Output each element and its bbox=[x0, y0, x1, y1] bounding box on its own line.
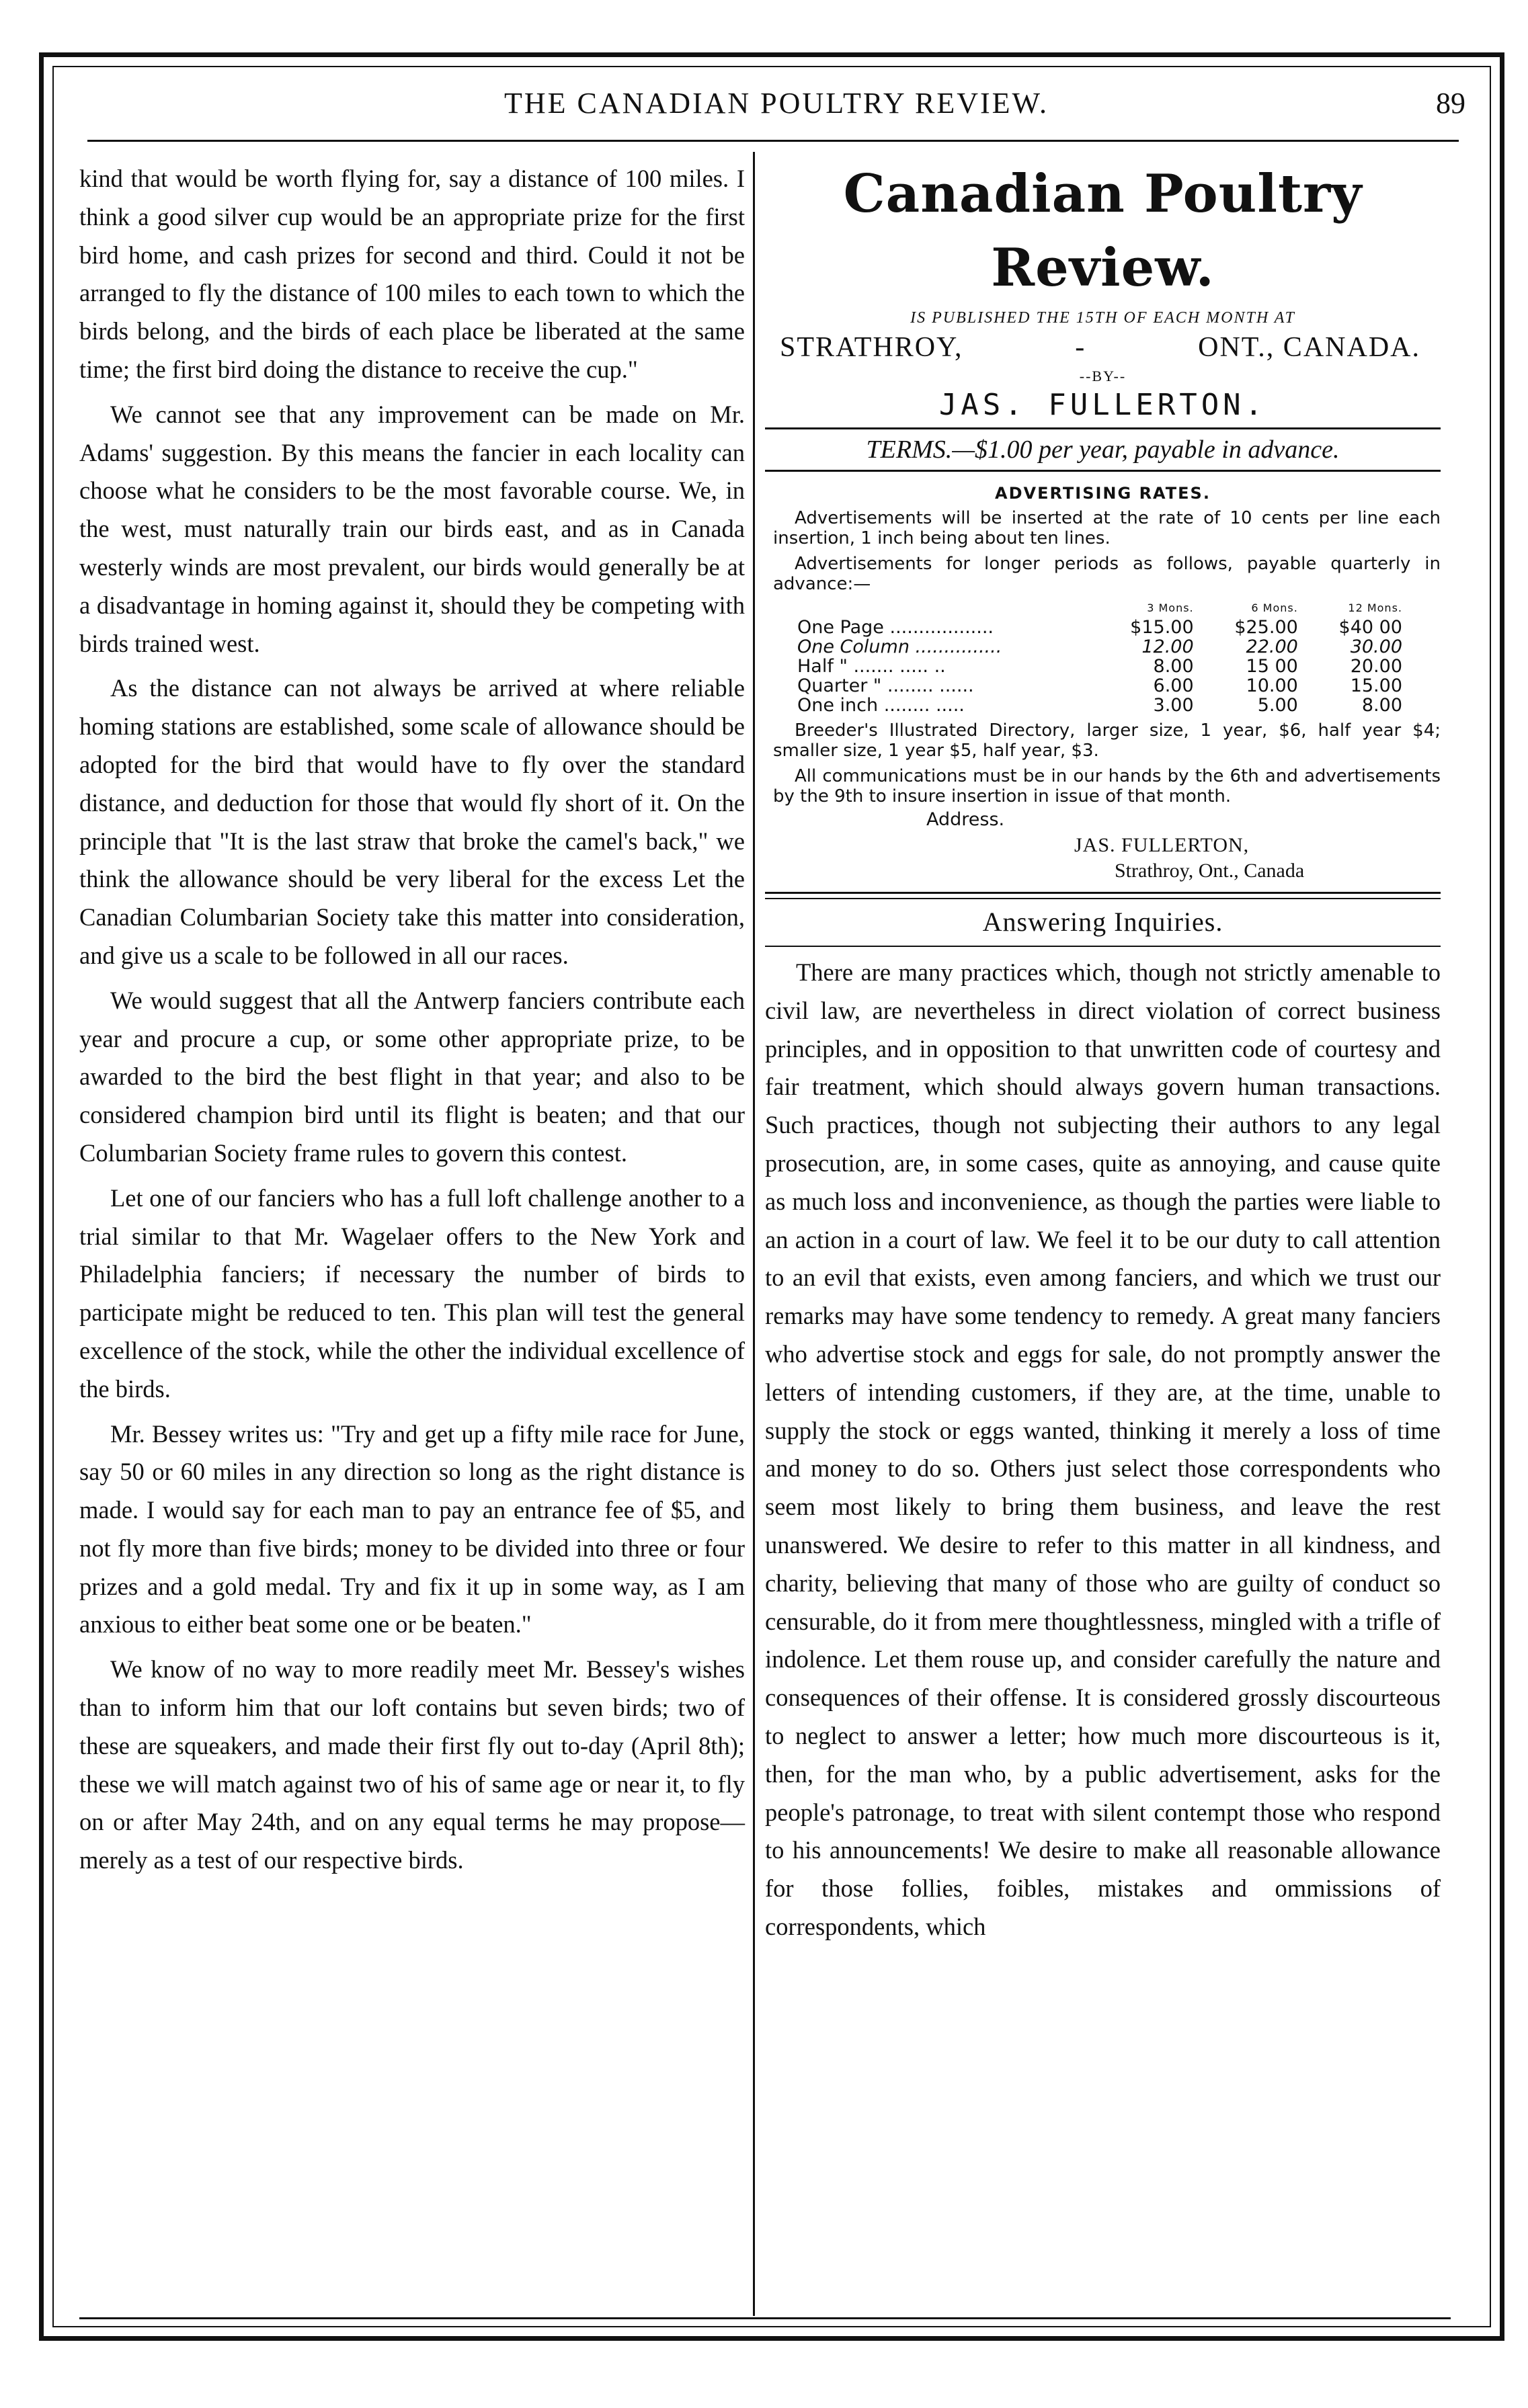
rate-value: $40 00 bbox=[1338, 617, 1402, 638]
article-paragraph: We would suggest that all the Antwerp fanciers contribute each year and procure a cup, or some other appropriate prize, to be awarded to the bird the best flight in that year; and also to be considered champion bird until its flight is beaten; and that our Columbarian Society frame rules to govern this contest. bbox=[79, 986, 745, 1167]
header-rule bbox=[87, 140, 1459, 142]
rate-label: Quarter " ........ ...... bbox=[797, 675, 974, 696]
article-paragraph: kind that would be worth flying for, say a distance of 100 miles. I think a good silver cup would be an appropriate prize for the first bird home, and cash prizes for second and third. Could it not be arranged to fly the distance of 100 miles to each town to which the birds belong, and the birds of each place be liberated at the same time; the first bird doing the distance to receive the cup." bbox=[79, 165, 745, 383]
rates-header: 12 Mons. bbox=[1348, 601, 1402, 614]
rate-value: 5.00 bbox=[1257, 695, 1298, 716]
rate-label: One inch ........ ..... bbox=[797, 695, 965, 716]
right-column bbox=[765, 160, 1441, 1953]
section-heading: Answering Inquiries. bbox=[982, 907, 1223, 937]
rate-value: 10.00 bbox=[1246, 675, 1298, 696]
masthead-title: Canadian Poultry Review. bbox=[843, 163, 1363, 298]
rate-value: 15.00 bbox=[1350, 675, 1402, 696]
article-paragraph: Let one of our fanciers who has a full loft challenge another to a trial similar to that Mr. Wagelaer offers to the New York and Philadelphia fanciers; if necessary the number of birds to participate might be reduced to ten. This plan will test the general excellence of the stock, while the other the individual excellence of the birds. bbox=[79, 1184, 745, 1403]
rate-value: 12.00 bbox=[1141, 636, 1194, 657]
masthead-town: STRATHROY, bbox=[780, 332, 963, 363]
column-divider bbox=[753, 152, 755, 2316]
masthead-by: --BY-- bbox=[1079, 368, 1127, 384]
section-double-rule bbox=[765, 892, 1441, 899]
masthead-published-line: IS PUBLISHED THE 15TH OF EACH MONTH AT bbox=[910, 309, 1295, 327]
rate-value: 3.00 bbox=[1153, 695, 1194, 716]
rates-row bbox=[797, 657, 1402, 676]
page-number: 89 bbox=[1436, 87, 1465, 120]
rate-value: 22.00 bbox=[1246, 636, 1298, 657]
rate-value: 6.00 bbox=[1153, 675, 1194, 696]
masthead-province: ONT., CANADA. bbox=[1198, 332, 1420, 363]
article-paragraph: We cannot see that any improvement can be made on Mr. Adams' suggestion. By this means the fancier in each locality can choose what he considers to be the most favorable course. We, in the west, must naturally train our birds east, and as in Canada westerly winds are most prevalent, our birds would generally be at a disadvantage in homing against it, should they be competing with birds trained west. bbox=[79, 400, 745, 657]
rate-value: $15.00 bbox=[1130, 617, 1194, 638]
rate-label: Half " ....... ..... .. bbox=[797, 656, 946, 677]
rate-value: 20.00 bbox=[1350, 656, 1402, 677]
advertising-heading: ADVERTISING RATES. bbox=[995, 484, 1211, 503]
rates-header-row bbox=[797, 598, 1402, 618]
rates-row bbox=[797, 696, 1402, 715]
left-column bbox=[79, 160, 745, 1886]
masthead-dash: - bbox=[1075, 332, 1086, 363]
advertising-longer-periods: Advertisements for longer periods as follows, payable quarterly in advance:— bbox=[773, 554, 1441, 594]
deadline-notice: All communications must be in our hands by the 6th and advertisements by the 9th to insure insertion in issue of that month. bbox=[773, 766, 1441, 806]
address-place: Strathroy, Ont., Canada bbox=[1115, 860, 1305, 882]
rate-value: 8.00 bbox=[1153, 656, 1194, 677]
masthead-publisher: JAS. FULLERTON. bbox=[938, 388, 1267, 422]
terms-rule bbox=[765, 470, 1441, 472]
rates-header: 3 Mons. bbox=[1147, 601, 1194, 614]
rates-header: 6 Mons. bbox=[1251, 601, 1298, 614]
masthead-place bbox=[765, 331, 1441, 364]
article-paragraph: We know of no way to more readily meet Mr. Bessey's wishes than to inform him that our loft contains but seven birds; two of these are squeakers, and made their first fly out to-day (April 8th); these we will match against two of his of same age or near it, to fly on or after May 24th, and on any equal terms he may propose—merely as a test of our respective birds. bbox=[79, 1655, 745, 1874]
rates-row bbox=[797, 618, 1402, 637]
rate-value: 8.00 bbox=[1361, 695, 1402, 716]
article-paragraph: As the distance can not always be arrived at where reliable homing stations are established, some scale of allowance should be adopted for the bird that would have to fly over the standard distance, and deduction for those that would fly short of it. On the principle that "It is the last straw that broke the camel's back," we think the allowance should be very liberal for the excess Let the Canadian Columbarian Society take this matter into consideration, and give us a scale to be followed in all our races. bbox=[79, 674, 745, 969]
rate-label: One Column ............... bbox=[797, 636, 1002, 657]
rates-row bbox=[797, 637, 1402, 657]
advertising-intro: Advertisements will be inserted at the rate of 10 cents per line each insertion, 1 inch being about ten lines. bbox=[773, 508, 1441, 548]
running-head bbox=[87, 86, 1465, 126]
article-paragraph: There are many practices which, though not strictly amenable to civil law, are nevertheless in direct violation of correct business principles, and in opposition to that unwritten code of courtesy and fair treatment, which should always govern human transactions. Such practices, though not subjecting their authors to any legal prosecution, are, in some cases, quite as annoying, and cause quite as much loss and inconvenience, as though the parties were liable to an action in a court of law. We feel it to be our duty to call attention to an evil that exists, even among fanciers, and which we trust our remarks may have some tendency to remedy. A great many fanciers who advertise stock and eggs for sale, do not promptly answer the letters of intending customers, if they are, at the time, unable to supply the stock or eggs wanted, thinking it merely a loss of time and money to do so. Others just select those correspondents who seem most likely to bring them business, and leave the rest unanswered. We desire to refer to this matter in all kindness, and charity, believing that many of those who are guilty of conduct so censurable, do it from mere thoughtlessness, mingled with a trifle of indolence. Let them rouse up, and consider carefully the nature and consequences of their offense. It is considered grossly discourteous to neglect to answer a letter; how much more discourteous is it, then, for the man who, by a public advertisement, asks for the people's patronage, to treat with silent contempt those who respond to his announcements! We desire to make all reasonable allowance for those follies, foibles, mistakes and ommissions of correspondents, which bbox=[765, 958, 1441, 1940]
rates-row bbox=[797, 676, 1402, 696]
article-paragraph: Mr. Bessey writes us: "Try and get up a fifty mile race for June, say 50 or 60 miles in any direction so long as the right distance is made. I would say for each man to pay an entrance fee of $5, and not fly more than five birds; money to be divided into three or four prizes and a gold medal. Try and fix it up in some way, as I am anxious to either beat some one or be beaten." bbox=[79, 1419, 745, 1638]
bottom-rule bbox=[79, 2317, 1451, 2319]
directory-rates: Breeder's Illustrated Directory, larger size, 1 year, $6, half year $4; smaller size, 1 year $5, half year, $3. bbox=[773, 720, 1441, 761]
address-label: Address. bbox=[926, 809, 1005, 830]
rate-value: 15 00 bbox=[1246, 656, 1298, 677]
rate-label: One Page .................. bbox=[797, 617, 994, 638]
subscription-terms: TERMS.—$1.00 per year, payable in advance. bbox=[866, 435, 1340, 464]
masthead-rule bbox=[765, 427, 1441, 429]
rate-value: $25.00 bbox=[1234, 617, 1298, 638]
section-heading-rule bbox=[765, 946, 1441, 947]
rates-table bbox=[797, 598, 1402, 715]
running-title: THE CANADIAN POULTRY REVIEW. bbox=[504, 87, 1049, 120]
rate-value: 30.00 bbox=[1350, 636, 1402, 657]
address-name: JAS. FULLERTON, bbox=[1074, 834, 1250, 856]
